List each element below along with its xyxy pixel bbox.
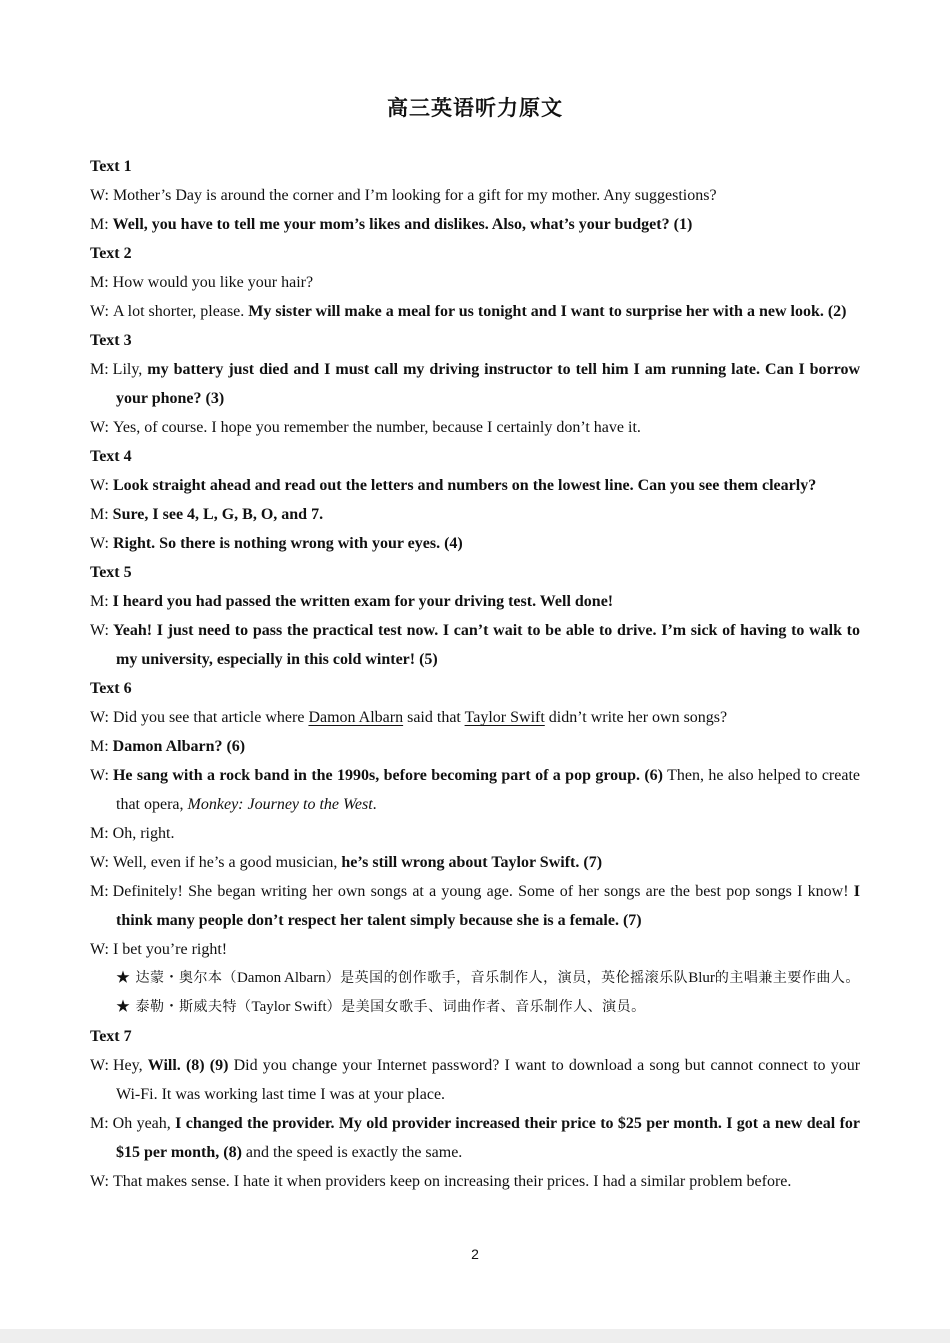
underlined-name: Damon Albarn [308,709,404,726]
line-text: Did you see that article where [112,709,305,726]
dialogue-line [90,529,860,558]
transcript-body [90,152,860,1196]
note-english: Damon Albarn [236,970,326,986]
speaker-label: W: [90,854,109,871]
speaker-label: W: [90,1173,109,1190]
dialogue-line [90,210,860,239]
speaker-label: W: [90,303,109,320]
note-text: 泰勒・斯威夫特（ [135,999,252,1015]
key-answer-text: I heard you had passed the written exam for your driving test. Well done! [112,593,614,610]
line-text: That makes sense. I hate it when providers keep on increasing their prices. I had a similar problem before. [112,1173,792,1190]
speaker-label: M: [90,883,109,900]
italic-title: Monkey: Journey to the West [187,796,373,813]
page-bottom-band [0,1329,950,1343]
speaker-label: W: [90,477,109,494]
speaker-label: W: [90,622,109,639]
key-answer-text: Right. So there is nothing wrong with your eyes. (4) [112,535,463,552]
footnote [90,993,860,1022]
dialogue-line [90,848,860,877]
speaker-label: W: [90,767,109,784]
line-text: Definitely! She began writing her own songs at a young age. Some of her songs are the best pop songs I know! [112,883,849,900]
speaker-label: W: [90,1057,109,1074]
speaker-label: M: [90,506,109,523]
key-answer-text: I changed the provider. My old provider increased their price to $25 per month. I got a new deal for $15 per month, (8) [116,1115,860,1161]
dialogue-line [90,268,860,297]
line-text: Oh, right. [112,825,175,842]
speaker-label: W: [90,941,109,958]
dialogue-line [90,1109,860,1167]
dialogue-line [90,732,860,761]
dialogue-line [90,819,860,848]
text-heading: Text 7 [90,1028,132,1045]
dialogue-line [90,587,860,616]
key-answer-text: My sister will make a meal for us tonight and I want to surprise her with a new look. (2) [248,303,847,320]
dialogue-line [90,1167,860,1196]
line-text: Oh yeah, [112,1115,171,1132]
page-number: 2 [471,1246,479,1262]
line-text: Then, he also helped to create that opera, [116,767,860,813]
note-english: Taylor Swift [251,999,327,1015]
text-heading: Text 3 [90,332,132,349]
dialogue-line [90,935,860,964]
line-text: said that [407,709,461,726]
key-answer-text: I think many people don’t respect her talent simply because she is a female. (7) [116,883,861,929]
star-icon: ★ [116,999,131,1015]
key-answer-text: Sure, I see 4, L, G, B, O, and 7. [112,506,324,523]
speaker-label: M: [90,216,109,233]
text-heading: Text 6 [90,680,132,697]
note-text: 达蒙・奥尔本（ [135,970,237,986]
text-heading: Text 4 [90,448,132,465]
note-text: 的主唱兼主要作曲人。 [714,970,860,986]
text-heading: Text 1 [90,158,132,175]
line-text: Lily, [112,361,143,378]
line-text: Did you change your Internet password? I want to download a song but cannot connect to your Wi-Fi. It was working last time I was at your place. [116,1057,861,1103]
key-answer-text: Look straight ahead and read out the letters and numbers on the lowest line. Can you see them clearly? [112,477,817,494]
key-answer-text: Will. (8) (9) [147,1057,229,1074]
line-text: Hey, [112,1057,143,1074]
note-text: ）是美国女歌手、词曲作者、音乐制作人、演员。 [326,999,646,1015]
key-answer-text: Yeah! I just need to pass the practical test now. I can’t wait to be able to drive. I’m sick of having to walk to my university, especially in this cold winter! (5) [112,622,860,668]
line-text: How would you like your hair? [112,274,314,291]
line-text: didn’t write her own songs? [548,709,728,726]
text-heading: Text 5 [90,564,132,581]
speaker-label: W: [90,187,109,204]
speaker-label: W: [90,419,109,436]
dialogue-line [90,413,860,442]
key-answer-text: He sang with a rock band in the 1990s, before becoming part of a pop group. (6) [112,767,663,784]
line-text: and the speed is exactly the same. [245,1144,463,1161]
speaker-label: M: [90,361,109,378]
note-english: Blur [688,970,715,986]
key-answer-text: Damon Albarn? (6) [112,738,246,755]
underlined-name: Taylor Swift [464,709,545,726]
speaker-label: M: [90,274,109,291]
note-text: ）是英国的创作歌手，音乐制作人，演员，英伦摇滚乐队 [325,970,689,986]
page-title: 高三英语听力原文 [387,96,563,120]
key-answer-text: my battery just died and I must call my driving instructor to tell him I am running late. Can I borrow your phone? (3) [116,361,861,407]
line-text: Yes, of course. I hope you remember the number, because I certainly don’t have it. [112,419,641,436]
key-answer-text: he’s still wrong about Taylor Swift. (7) [341,854,603,871]
speaker-label: M: [90,738,109,755]
dialogue-line [90,471,860,500]
line-text: I bet you’re right! [112,941,228,958]
dialogue-line [90,355,860,413]
speaker-label: M: [90,825,109,842]
star-icon: ★ [116,970,131,986]
dialogue-line [90,181,860,210]
speaker-label: M: [90,1115,109,1132]
key-answer-text: Well, you have to tell me your mom’s likes and dislikes. Also, what’s your budget? (1) [112,216,693,233]
line-text: A lot shorter, please. [112,303,245,320]
dialogue-line [90,616,860,674]
speaker-label: W: [90,535,109,552]
dialogue-line [90,877,860,935]
speaker-label: M: [90,593,109,610]
line-text: Well, even if he’s a good musician, [112,854,338,871]
footnote [90,964,860,993]
dialogue-line [90,703,860,732]
line-text: Mother’s Day is around the corner and I’m looking for a gift for my mother. Any suggestions? [112,187,717,204]
speaker-label: W: [90,709,109,726]
text-heading: Text 2 [90,245,132,262]
dialogue-line [90,761,860,819]
dialogue-line [90,500,860,529]
line-text: . [372,796,377,813]
dialogue-line [90,297,860,326]
dialogue-line [90,1051,860,1109]
